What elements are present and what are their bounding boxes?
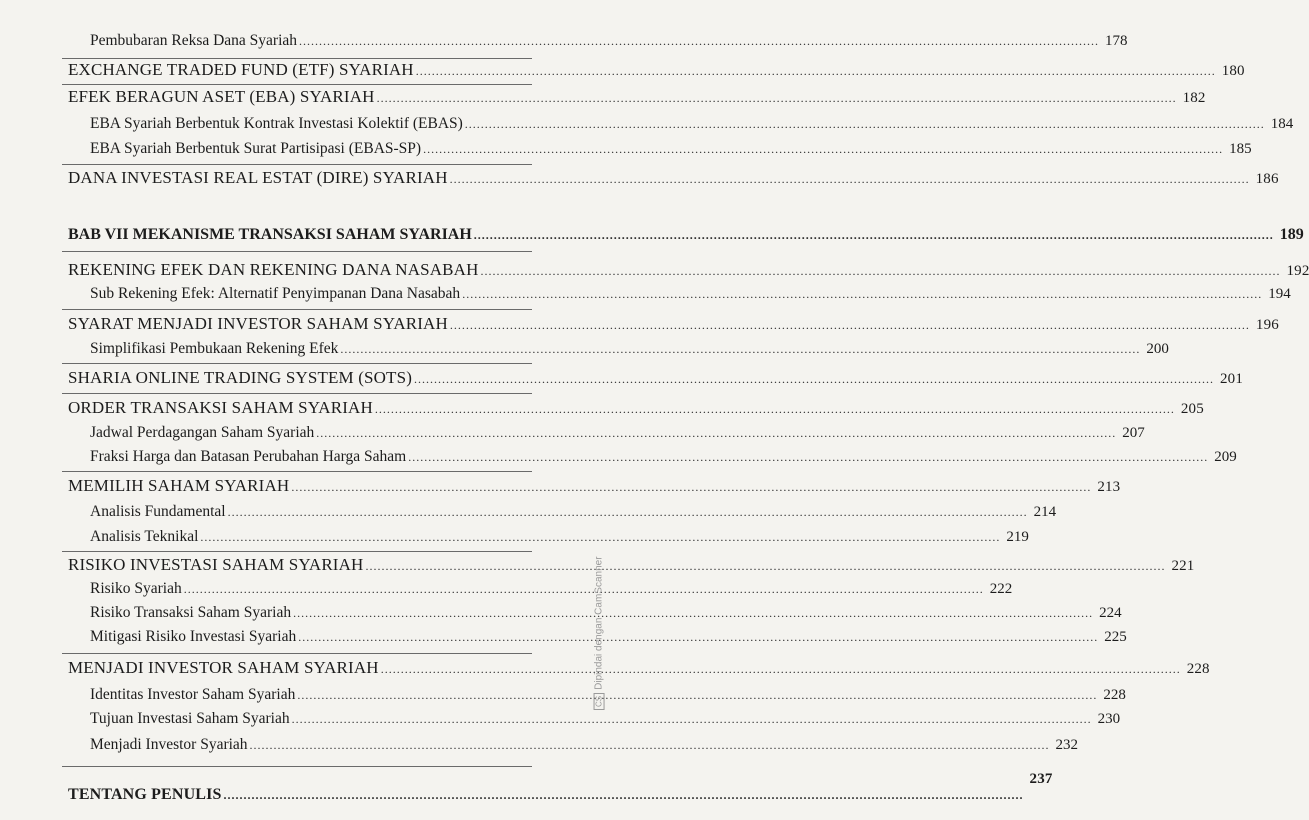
separator-line (62, 363, 532, 364)
toc-page-number: 192 (1286, 263, 1309, 279)
toc-entry (68, 260, 1309, 280)
scanner-watermark (594, 556, 605, 710)
toc-page-number: 221 (1171, 558, 1195, 574)
leader-dots (474, 228, 1274, 243)
leader-dots (414, 372, 1214, 387)
toc-entry (68, 658, 1210, 678)
chapter-entry (68, 226, 1304, 244)
toc-page-number: 237 (1029, 771, 1053, 787)
toc-page-number: 213 (1097, 479, 1121, 495)
toc-page-number: 180 (1221, 63, 1245, 79)
toc-title: Fraksi Harga dan Batasan Perubahan Harga Saham (90, 448, 407, 465)
chapter-title: BAB VII MEKANISME TRANSAKSI SAHAM SYARIAH (68, 226, 472, 243)
leader-dots (297, 688, 1097, 703)
leader-dots (292, 712, 1092, 727)
separator-line (62, 653, 532, 654)
toc-entry (90, 115, 1294, 133)
toc-entry (90, 340, 1169, 358)
toc-page-number: 228 (1186, 661, 1210, 677)
toc-entry (90, 32, 1128, 50)
toc-entry (90, 503, 1057, 521)
leader-dots (408, 450, 1208, 465)
toc-title: Risiko Syariah (90, 580, 182, 597)
toc-title: Analisis Teknikal (90, 528, 199, 545)
toc-entry (90, 140, 1252, 158)
toc-title: Mitigasi Risiko Investasi Syariah (90, 628, 297, 645)
leader-dots (377, 91, 1177, 106)
toc-page-number: 194 (1268, 286, 1291, 302)
separator-line (62, 164, 532, 165)
toc-page-number: 196 (1255, 317, 1279, 333)
camscanner-logo-icon: CS (594, 693, 605, 710)
toc-title: Menjadi Investor Syariah (90, 736, 248, 753)
toc-entry (68, 87, 1206, 107)
toc-page-number: 225 (1104, 629, 1127, 645)
leader-dots (375, 402, 1175, 417)
toc-title: RISIKO INVESTASI SAHAM SYARIAH (68, 555, 364, 574)
toc-page-number: 222 (989, 581, 1013, 597)
toc-page-number: 228 (1103, 687, 1126, 703)
separator-line (62, 251, 532, 252)
leader-dots (298, 630, 1098, 645)
leader-dots (200, 530, 1000, 545)
separator-line (62, 84, 532, 85)
leader-dots (450, 172, 1250, 187)
toc-page-number: 184 (1270, 116, 1294, 132)
separator-line (62, 551, 532, 552)
toc-entry (90, 448, 1237, 466)
toc-page-number: 224 (1099, 605, 1122, 621)
toc-title: Pembubaran Reksa Dana Syariah (90, 32, 298, 49)
toc-page-number: 205 (1180, 401, 1204, 417)
toc-page-number: 186 (1255, 171, 1279, 187)
leader-dots (416, 64, 1216, 79)
toc-title: Identitas Investor Saham Syariah (90, 686, 296, 703)
leader-dots (462, 287, 1262, 302)
toc-title: EFEK BERAGUN ASET (EBA) SYARIAH (68, 87, 375, 106)
toc-entry (68, 771, 1053, 804)
toc-entry (90, 528, 1029, 546)
toc-title: EBA Syariah Berbentuk Surat Partisipasi (EBAS-SP) (90, 140, 422, 157)
leader-dots (316, 426, 1116, 441)
leader-dots (291, 480, 1091, 495)
toc-title: MEMILIH SAHAM SYARIAH (68, 476, 290, 495)
toc-title: TENTANG PENULIS (68, 786, 222, 803)
toc-entry (90, 285, 1291, 303)
toc-entry (68, 398, 1204, 418)
toc-entry (68, 314, 1279, 334)
leader-dots (450, 318, 1250, 333)
toc-entry (90, 628, 1127, 646)
leader-dots (224, 788, 1024, 803)
leader-dots (365, 559, 1165, 574)
toc-title: EXCHANGE TRADED FUND (ETF) SYARIAH (68, 60, 414, 79)
toc-page-number: 209 (1214, 449, 1237, 465)
toc-title: EBA Syariah Berbentuk Kontrak Investasi Kolektif (EBAS) (90, 115, 463, 132)
toc-entry (90, 710, 1121, 728)
toc-title: ORDER TRANSAKSI SAHAM SYARIAH (68, 398, 373, 417)
toc-entry (68, 168, 1279, 188)
watermark-text: Dipindai dengan CamScanner (594, 556, 605, 690)
leader-dots (293, 606, 1093, 621)
leader-dots (184, 582, 984, 597)
toc-title: DANA INVESTASI REAL ESTAT (DIRE) SYARIAH (68, 168, 448, 187)
toc-page-number: 200 (1146, 341, 1169, 357)
separator-line (62, 471, 532, 472)
toc-title: Simplifikasi Pembukaan Rekening Efek (90, 340, 339, 357)
toc-title: MENJADI INVESTOR SAHAM SYARIAH (68, 658, 379, 677)
toc-title: Jadwal Perdagangan Saham Syariah (90, 424, 315, 441)
leader-dots (228, 505, 1028, 520)
toc-page-number: 219 (1006, 529, 1029, 545)
toc-entry (90, 736, 1079, 754)
separator-line (62, 766, 532, 767)
leader-dots (481, 264, 1281, 279)
leader-dots (465, 117, 1265, 132)
toc-page-number: 230 (1097, 711, 1121, 727)
leader-dots (340, 342, 1140, 357)
toc-entry (90, 604, 1122, 622)
toc-page-number: 207 (1122, 425, 1145, 441)
leader-dots (250, 738, 1050, 753)
separator-line (62, 393, 532, 394)
toc-title: REKENING EFEK DAN REKENING DANA NASABAH (68, 260, 479, 279)
toc-title: Sub Rekening Efek: Alternatif Penyimpanan Dana Nasabah (90, 285, 461, 302)
toc-title: Analisis Fundamental (90, 503, 226, 520)
toc-page-number: 232 (1055, 737, 1079, 753)
toc-page-number: 185 (1229, 141, 1252, 157)
toc-page-number: 201 (1220, 371, 1243, 387)
leader-dots (423, 142, 1223, 157)
toc-page-number: 178 (1105, 33, 1128, 49)
toc-title: Risiko Transaksi Saham Syariah (90, 604, 292, 621)
toc-title: SYARAT MENJADI INVESTOR SAHAM SYARIAH (68, 314, 448, 333)
toc-entry (68, 476, 1121, 496)
chapter-page-number: 189 (1279, 226, 1304, 243)
toc-entry (68, 555, 1195, 575)
toc-entry (90, 424, 1145, 442)
leader-dots (381, 662, 1181, 677)
leader-dots (299, 34, 1099, 49)
separator-line (62, 58, 532, 59)
toc-entry (68, 60, 1245, 80)
toc-entry (68, 368, 1243, 388)
toc-page-number: 182 (1182, 90, 1206, 106)
toc-page-number: 214 (1033, 504, 1057, 520)
toc-entry (90, 580, 1013, 598)
toc-title: SHARIA ONLINE TRADING SYSTEM (SOTS) (68, 368, 413, 387)
toc-title: Tujuan Investasi Saham Syariah (90, 710, 290, 727)
separator-line (62, 309, 532, 310)
